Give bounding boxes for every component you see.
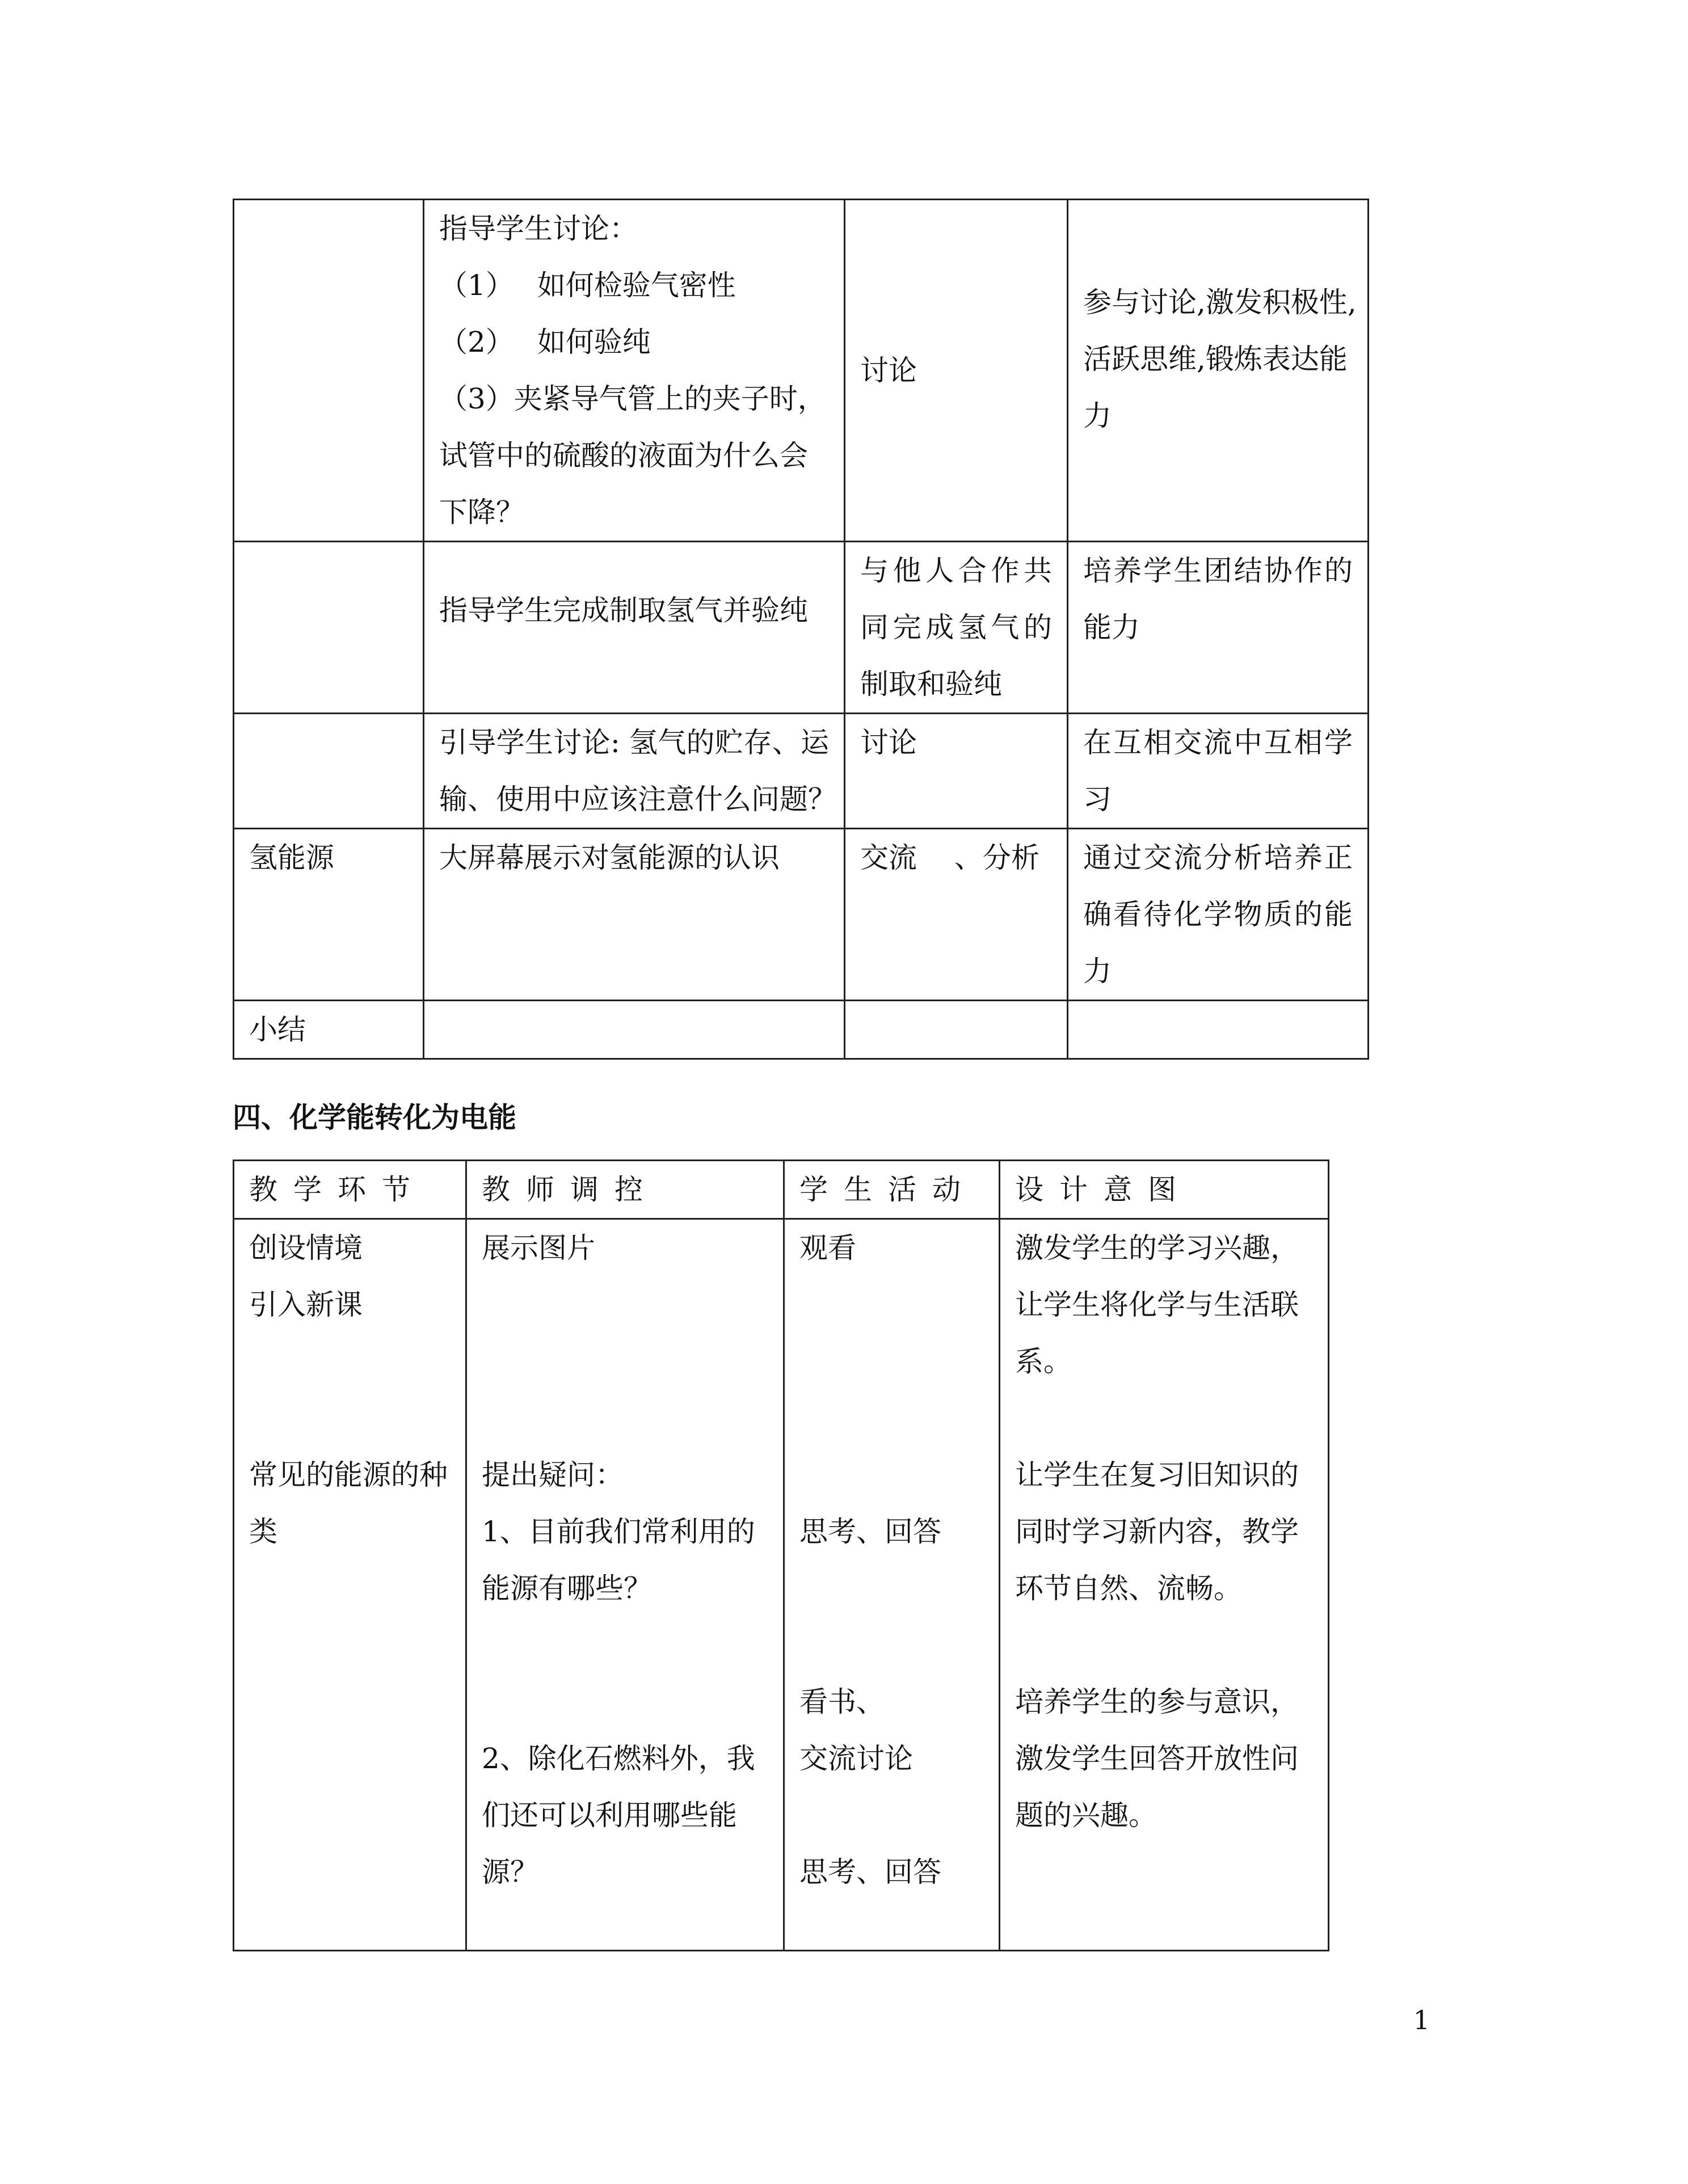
- cell-line: 交流 、分析: [860, 841, 1039, 874]
- cell-line: 活跃思维,锻炼表达能: [1083, 343, 1348, 376]
- cell-line: 力: [1083, 399, 1112, 432]
- cell-line: （1） 如何检验气密性: [439, 269, 736, 302]
- teacher-cell: [466, 1219, 784, 1951]
- table-row: [234, 714, 1369, 829]
- intent-cell: [1068, 1001, 1369, 1059]
- student-cell: [845, 200, 1068, 542]
- stage-cell: [234, 829, 424, 1001]
- cell-line: 类: [249, 1515, 277, 1548]
- intent-cell: [1068, 200, 1369, 542]
- cell-line: 大屏幕展示对氢能源的认识: [439, 841, 780, 874]
- cell-line: 通过交流分析培养正: [1083, 841, 1353, 874]
- cell-line: 培养学生团结协作的: [1083, 554, 1353, 587]
- stage-cell: [234, 200, 424, 542]
- cell-line: 制取和验纯: [860, 668, 1002, 701]
- cell-line: 输、使用中应该注意什么问题？: [439, 783, 836, 816]
- stage-cell: [234, 1219, 466, 1951]
- cell-line: （3）夹紧导气管上的夹子时，: [439, 382, 826, 415]
- cell-line: 讨论: [860, 726, 917, 759]
- intent-cell: [1068, 829, 1369, 1001]
- teacher-cell: [424, 200, 845, 542]
- stage-cell: [234, 542, 424, 714]
- intent-cell: [1000, 1219, 1329, 1951]
- teacher-cell: [424, 542, 845, 714]
- cell-line: 引入新课: [249, 1288, 363, 1321]
- table-row: [234, 829, 1369, 1001]
- cell-line: 同完成氢气的: [860, 611, 1052, 644]
- cell-line: 思考、回答: [799, 1856, 941, 1888]
- cell-line: 题的兴趣。: [1015, 1799, 1157, 1832]
- cell-line: 激发学生回答开放性问: [1015, 1742, 1299, 1775]
- cell-line: 指导学生讨论：: [439, 212, 638, 245]
- cell-line: 源？: [482, 1856, 538, 1888]
- cell-line: 思考、回答: [799, 1515, 941, 1548]
- cell-line: 看书、: [799, 1685, 885, 1718]
- cell-line: 让学生将化学与生活联: [1015, 1288, 1299, 1321]
- cell-line: 创设情境: [249, 1232, 363, 1264]
- cell-line: 1、目前我们常利用的: [482, 1515, 755, 1548]
- student-cell: [845, 829, 1068, 1001]
- cell-line: 能力: [1083, 611, 1140, 644]
- cell-line: 常见的能源的种: [249, 1458, 448, 1491]
- cell-line: 系。: [1015, 1345, 1072, 1378]
- cell-line: 氢能源: [249, 841, 334, 874]
- cell-line: 确看待化学物质的能: [1083, 898, 1353, 931]
- cell-line: 激发学生的学习兴趣，: [1015, 1232, 1299, 1264]
- header-teacher: 教师调控: [466, 1161, 784, 1219]
- cell-line: （2） 如何验纯: [439, 326, 651, 359]
- activity-table-2: [233, 1160, 1329, 1951]
- header-student: 学生活动: [784, 1161, 1000, 1219]
- cell-line: 试管中的硫酸的液面为什么会: [439, 439, 808, 472]
- cell-line: 讨论: [860, 354, 917, 387]
- cell-line: 让学生在复习旧知识的: [1015, 1458, 1299, 1491]
- page-number: 1: [1413, 2005, 1430, 2035]
- activity-table-1: [233, 199, 1369, 1060]
- cell-line: 力: [1083, 955, 1112, 988]
- student-cell: [845, 714, 1068, 829]
- cell-line: 交流讨论: [799, 1742, 913, 1775]
- cell-line: 指导学生完成制取氢气并验纯: [439, 594, 808, 627]
- intent-cell: [1068, 542, 1369, 714]
- cell-line: 能源有哪些？: [482, 1572, 652, 1605]
- table-row: [234, 1001, 1369, 1059]
- section-heading: 四、化学能转化为电能: [233, 1101, 516, 1134]
- table-row: [234, 200, 1369, 542]
- intent-cell: [1068, 714, 1369, 829]
- teacher-cell: [424, 829, 845, 1001]
- teacher-cell: [424, 1001, 845, 1059]
- header-stage: 教学环节: [234, 1161, 466, 1219]
- student-cell: [845, 1001, 1068, 1059]
- cell-line: 观看: [799, 1232, 856, 1264]
- cell-line: 习: [1083, 783, 1112, 816]
- cell-line: 提出疑问：: [482, 1458, 624, 1491]
- student-cell: [784, 1219, 1000, 1951]
- cell-line: 2、除化石燃料外，我: [482, 1742, 755, 1775]
- student-cell: [845, 542, 1068, 714]
- cell-line: 环节自然、流畅。: [1015, 1572, 1242, 1605]
- table-header-row: [234, 1161, 1329, 1219]
- header-intent: 设计意图: [1000, 1161, 1329, 1219]
- stage-cell: [234, 1001, 424, 1059]
- cell-line: 在互相交流中互相学: [1083, 726, 1353, 759]
- cell-line: 小结: [249, 1013, 306, 1046]
- table-row: [234, 1219, 1329, 1951]
- cell-line: 参与讨论,激发积极性,: [1083, 286, 1357, 319]
- cell-line: 与他人合作共: [860, 554, 1052, 587]
- cell-line: 培养学生的参与意识，: [1015, 1685, 1299, 1718]
- teacher-cell: [424, 714, 845, 829]
- stage-cell: [234, 714, 424, 829]
- cell-line: 同时学习新内容，教学: [1015, 1515, 1299, 1548]
- cell-line: 下降？: [439, 496, 524, 529]
- cell-line: 们还可以利用哪些能: [482, 1799, 737, 1832]
- cell-line: 展示图片: [482, 1232, 595, 1264]
- cell-line: 引导学生讨论: 氢气的贮存、运: [439, 726, 829, 759]
- table-row: [234, 542, 1369, 714]
